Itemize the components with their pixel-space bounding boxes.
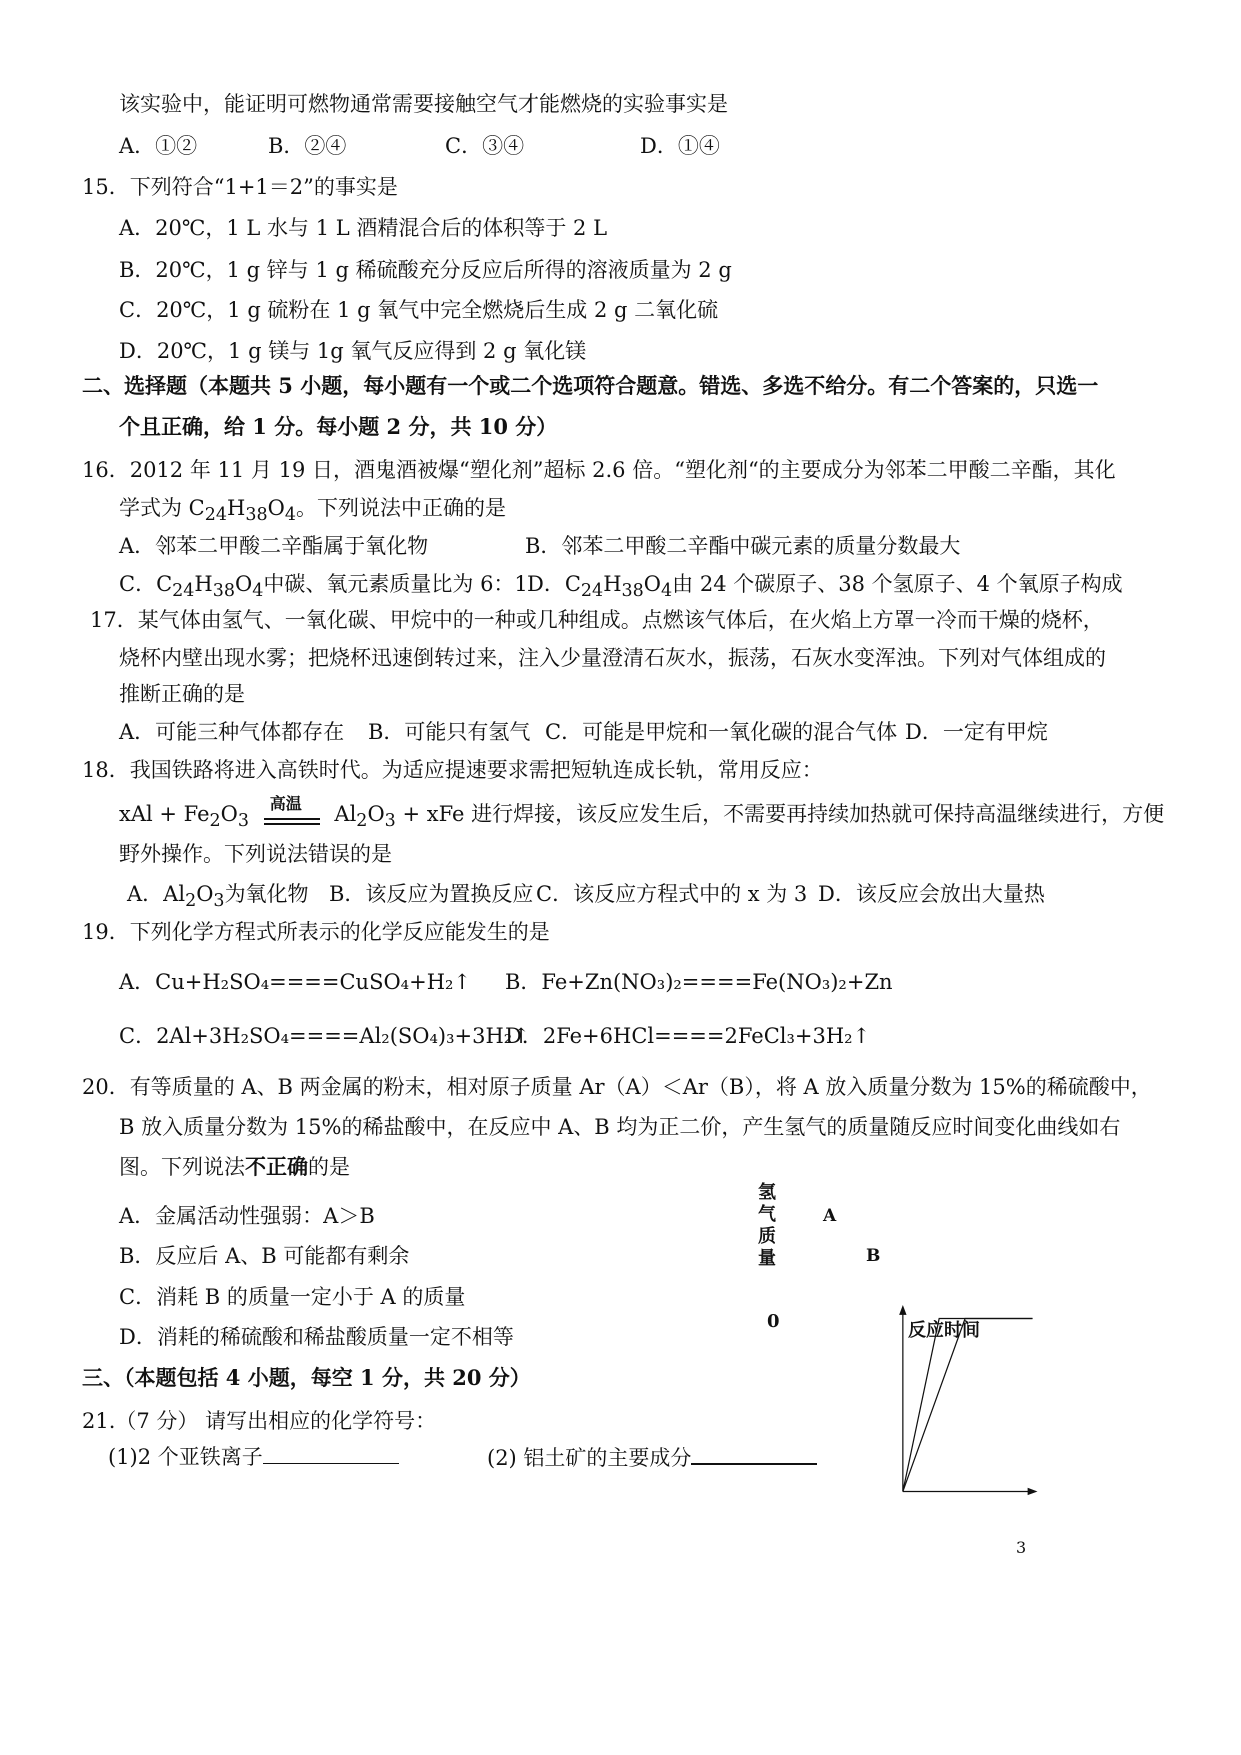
q20-option-b: B．反应后 A、B 可能都有剩余 (119, 1244, 410, 1268)
y-axis-arrow (899, 1305, 906, 1315)
section3-heading: 三、（本题包括 4 小题，每空 1 分，共 20 分） (82, 1365, 531, 1390)
q15-option-b: B．20℃，1 g 锌与 1 g 稀硫酸充分反应后所得的溶液质量为 2 g (119, 258, 732, 282)
q21-part2: (2) 铝土矿的主要成分 (487, 1443, 817, 1472)
q15-option-c: C．20℃，1 g 硫粉在 1 g 氧气中完全燃烧后生成 2 g 二氧化硫 (119, 298, 719, 322)
q18-stem-line3: 野外操作。下列说法错误的是 (119, 842, 392, 866)
y-label-char: 质 (758, 1226, 776, 1247)
q17-stem-line3: 推断正确的是 (119, 682, 245, 706)
q19-option-a: A．Cu+H₂SO₄====CuSO₄+H₂↑ (119, 970, 472, 994)
answer-blank[interactable] (691, 1443, 817, 1465)
graph-y-label (758, 1182, 776, 1270)
q20-option-a: A．金属活动性强弱：A＞B (119, 1204, 375, 1228)
q21-stem: 21.（7 分） 请写出相应的化学符号： (82, 1409, 437, 1433)
q14-option-a: A．①② (119, 134, 198, 158)
series-b-label: B (866, 1246, 881, 1266)
q16-option-b: B．邻苯二甲酸二辛酯中碳元素的质量分数最大 (525, 534, 961, 558)
section2-heading-line2: 个且正确，给 1 分。每小题 2 分，共 10 分） (119, 414, 558, 439)
q20-stem-line2: B 放入质量分数为 15%的稀盐酸中，在反应中 A、B 均为正二价，产生氢气的质量随反应时间变化曲线如右 (119, 1115, 1121, 1139)
q16-option-c: C．$C_{24}H_{38}O_4$中碳、氧元素质量比为 6：1 (119, 572, 528, 602)
q18-option-a: A．$Al_2O_3$为氧化物 (127, 882, 309, 912)
q16-stem-line2: 学式为 $C_{24}H_{38}O_4$。下列说法中正确的是 (119, 496, 506, 526)
q17-option-d: D．一定有甲烷 (905, 720, 1048, 744)
q18-option-b: B．该反应为置换反应 (329, 882, 534, 906)
series-a-label: A (823, 1206, 837, 1226)
q15-option-d: D．20℃，1 g 镁与 1g 氧气反应得到 2 g 氧化镁 (119, 339, 587, 363)
q21-part1: (1)2 个亚铁离子 (108, 1443, 399, 1471)
q20-stem-line3: 图。下列说法不正确的是 (119, 1154, 350, 1179)
q15-option-a: A．20℃，1 L 水与 1 L 酒精混合后的体积等于 2 L (119, 216, 608, 240)
q20-stem-line1: 20．有等质量的 A、B 两金属的粉末，相对原子质量 Ar（A）＜Ar（B），将 A 放入质量分数为 15%的稀硫酸中， (82, 1075, 1152, 1099)
graph-origin-label: 0 (767, 1311, 780, 1332)
q15-stem: 15．下列符合“1+1＝2”的事实是 (82, 175, 398, 199)
series-a-line (903, 1319, 1033, 1492)
q17-option-b: B．可能只有氢气 (368, 720, 531, 744)
q14-option-b: B．②④ (268, 134, 347, 158)
q14-stem: 该实验中，能证明可燃物通常需要接触空气才能燃烧的实验事实是 (119, 92, 728, 116)
reaction-condition: 高温 (262, 800, 322, 828)
q14-option-c: C．③④ (445, 134, 525, 158)
q19-option-c: C．2Al+3H₂SO₄====Al₂(SO₄)₃+3H₂↑ (119, 1024, 530, 1048)
q19-option-d: D．2Fe+6HCl====2FeCl₃+3H₂↑ (505, 1024, 871, 1048)
q20-option-d: D．消耗的稀硫酸和稀盐酸质量一定不相等 (119, 1325, 514, 1349)
q19-stem: 19．下列化学方程式所表示的化学反应能发生的是 (82, 920, 550, 944)
graph-svg (835, 1300, 1135, 1510)
q18-option-d: D．该反应会放出大量热 (818, 882, 1045, 906)
q18-option-c: C．该反应方程式中的 x 为 3 (536, 882, 808, 906)
q16-option-d: D．$C_{24}H_{38}O_4$由 24 个碳原子、38 个氢原子、4 个氧原子构成 (527, 572, 1123, 602)
graph-x-label: 反应时间 (908, 1320, 980, 1341)
series-b-line (903, 1319, 1033, 1492)
q17-stem-line1: 17．某气体由氢气、一氧化碳、甲烷中的一种或几种组成。点燃该气体后，在火焰上方罩一冷而干燥的烧杯， (90, 608, 1104, 632)
q18-equation-line: xAl + $Fe_2O_3$ 高温 $Al_2O_3$ + xFe 进行焊接，该反应发生后，不需要再持续加热就可保持高温继续进行，方便 (119, 794, 1165, 832)
hydrogen-mass-graph (835, 1300, 1135, 1510)
y-label-char: 气 (758, 1204, 776, 1225)
page-number: 3 (1016, 1538, 1027, 1557)
q19-option-b: B．Fe+Zn(NO₃)₂====Fe(NO₃)₂+Zn (505, 970, 893, 994)
q17-option-c: C．可能是甲烷和一氧化碳的混合气体 (545, 720, 898, 744)
x-axis-arrow (1028, 1488, 1038, 1495)
q18-stem-line1: 18．我国铁路将进入高铁时代。为适应提速要求需把短轨连成长轨，常用反应： (82, 758, 823, 782)
y-label-char: 氢 (758, 1182, 776, 1203)
answer-blank[interactable] (263, 1443, 399, 1464)
q17-stem-line2: 烧杯内壁出现水雾；把烧杯迅速倒转过来，注入少量澄清石灰水，振荡，石灰水变浑浊。下列对气体组成的 (119, 646, 1106, 670)
q14-option-d: D．①④ (640, 134, 720, 158)
section2-heading-line1: 二、选择题（本题共 5 小题，每小题有一个或二个选项符合题意。错选、多选不给分。有二个答案的，只选一 (82, 373, 1099, 398)
q16-option-a: A．邻苯二甲酸二辛酯属于氧化物 (119, 534, 429, 558)
q16-stem-line1: 16．2012 年 11 月 19 日，酒鬼酒被爆“塑化剂”超标 2.6 倍。“塑化剂“的主要成分为邻苯二甲酸二辛酯，其化 (82, 458, 1116, 482)
q17-option-a: A．可能三种气体都存在 (119, 720, 345, 744)
q20-option-c: C．消耗 B 的质量一定小于 A 的质量 (119, 1285, 466, 1309)
y-label-char: 量 (758, 1248, 776, 1269)
